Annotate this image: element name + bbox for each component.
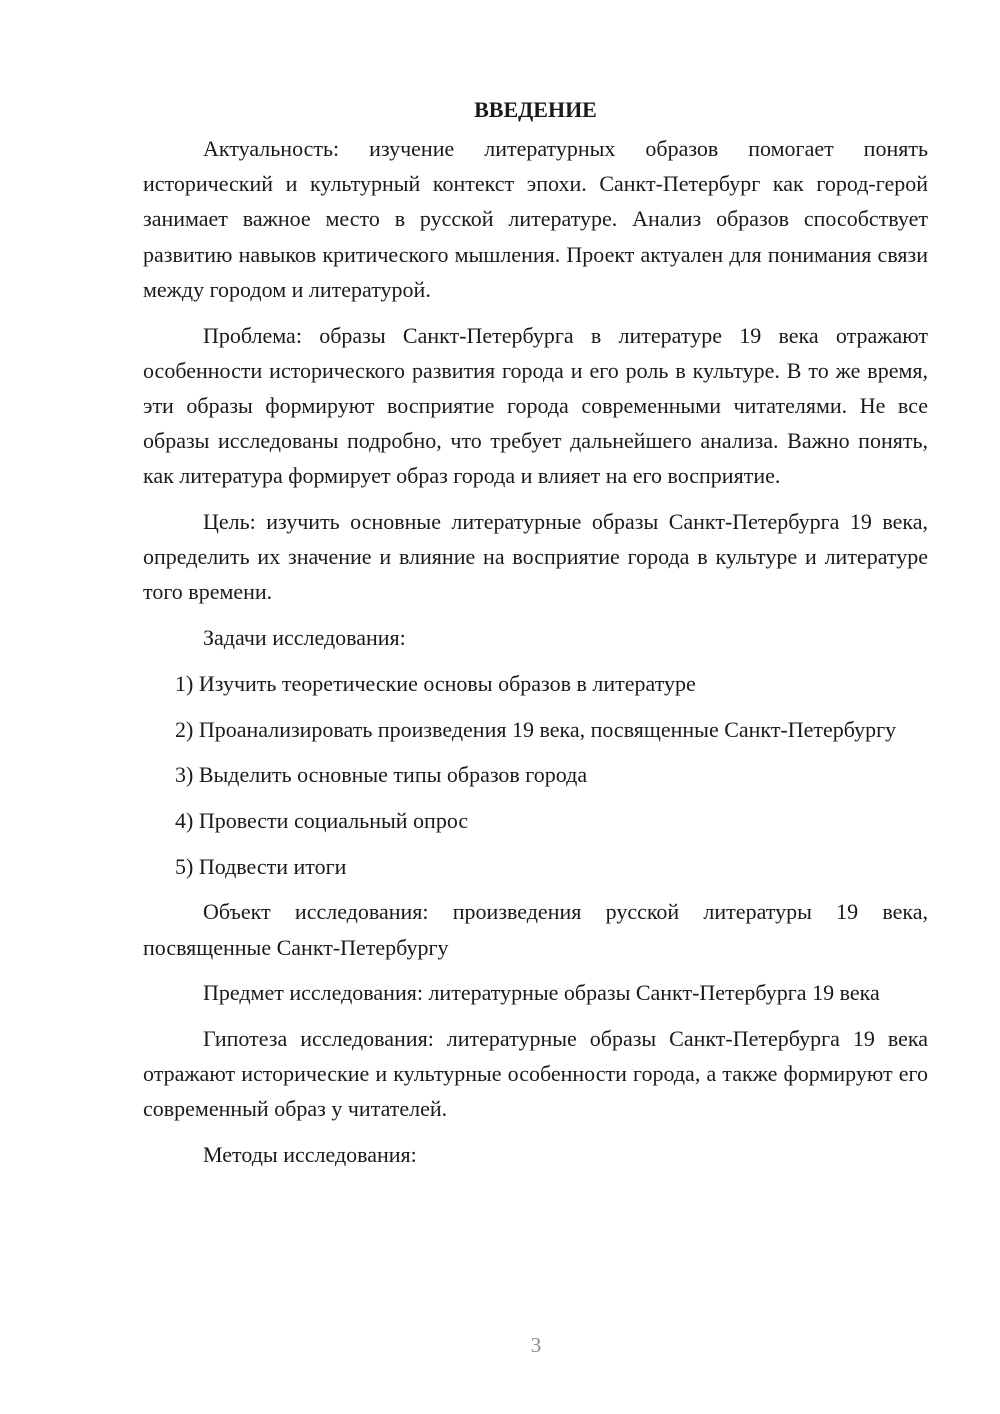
object-paragraph: Объект исследования: произведения русской литературы 19 века, посвященные Санкт-Петербургу [143, 899, 928, 960]
document-page [143, 92, 928, 1183]
relevance-paragraph: Актуальность: изучение литературных образов помогает понять исторический и культурный контекст эпохи. Санкт-Петербург как город-герой занимает важное место в русской литературе. Анализ образов способствует развитию навыков критического мышления. Проект актуален для понимания связи между городом и литературой. [143, 136, 928, 302]
task-item: 5) Подвести итоги [175, 853, 347, 879]
task-item: 4) Провести социальный опрос [175, 807, 469, 833]
tasks-heading: Задачи исследования: [203, 625, 406, 651]
task-item: 2) Проанализировать произведения 19 века, посвященные Санкт-Петербургу [175, 716, 897, 742]
hypothesis-paragraph: Гипотеза исследования: литературные образы Санкт-Петербурга 19 века отражают исторические и культурные особенности города, а также формируют его современный образ у читателей. [143, 1025, 928, 1122]
task-item: 3) Выделить основные типы образов города [175, 762, 588, 788]
task-item: 1) Изучить теоретические основы образов в литературе [175, 670, 696, 696]
subject-paragraph: Предмет исследования: литературные образы Санкт-Петербурга 19 века [203, 980, 880, 1006]
page-number: 3 [530, 1333, 542, 1357]
section-title: ВВЕДЕНИЕ [474, 97, 597, 122]
problem-paragraph: Проблема: образы Санкт-Петербурга в литературе 19 века отражают особенности исторического развития города и его роль в культуре. В то же время, эти образы формируют восприятие города современными читателями. Не все образы исследованы подробно, что требует дальнейшего анализа. Важно понять, как литература формирует образ города и влияет на его восприятие. [143, 322, 928, 489]
methods-heading: Методы исследования: [203, 1142, 417, 1168]
goal-paragraph: Цель: изучить основные литературные образы Санкт-Петербурга 19 века, определить их значение и влияние на восприятие города в культуре и литературе того времени. [143, 509, 928, 605]
